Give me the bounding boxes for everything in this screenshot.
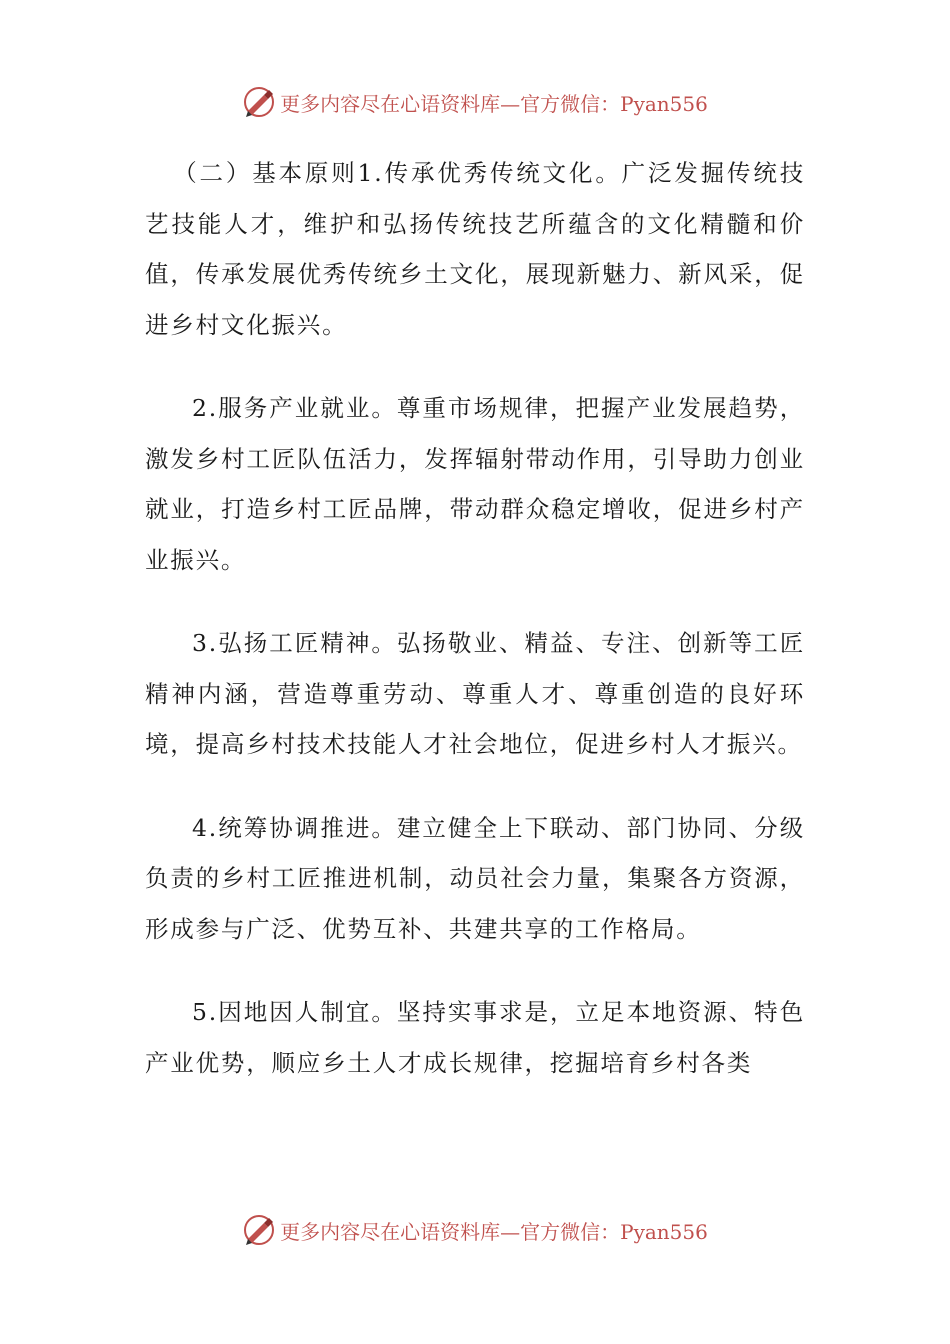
header-banner <box>0 82 950 122</box>
document-body <box>145 148 805 1121</box>
paragraph-principles-2: 2.服务产业就业。尊重市场规律，把握产业发展趋势，激发乡村工匠队伍活力，发挥辐射带动作用，引导助力创业就业，打造乡村工匠品牌，带动群众稳定增收，促进乡村产业振兴。 <box>145 394 805 574</box>
paragraph-principles-4: 4.统筹协调推进。建立健全上下联动、部门协同、分级负责的乡村工匠推进机制，动员社会力量，集聚各方资源，形成参与广泛、优势互补、共建共享的工作格局。 <box>145 813 805 943</box>
paragraph-principles-5: 5.因地因人制宜。坚持实事求是，立足本地资源、特色产业优势，顺应乡土人才成长规律，挖掘培育乡村各类 <box>145 998 805 1077</box>
header-banner-text: 更多内容尽在心语资料库—官方微信：Pyan556 <box>280 91 708 116</box>
footer-banner <box>0 1210 950 1250</box>
paragraph-principles-3: 3.弘扬工匠精神。弘扬敬业、精益、专注、创新等工匠精神内涵，营造尊重劳动、尊重人才、尊重创造的良好环境，提高乡村技术技能人才社会地位，促进乡村人才振兴。 <box>145 629 805 758</box>
pen-logo-icon <box>242 85 276 119</box>
footer-banner-text: 更多内容尽在心语资料库—官方微信：Pyan556 <box>280 1219 708 1244</box>
pen-logo-icon <box>242 1213 276 1247</box>
paragraph-principles-1: （二）基本原则1.传承优秀传统文化。广泛发掘传统技艺技能人才，维护和弘扬传统技艺所蕴含的文化精髓和价值，传承发展优秀传统乡土文化，展现新魅力、新风采，促进乡村文化振兴。 <box>145 159 805 339</box>
